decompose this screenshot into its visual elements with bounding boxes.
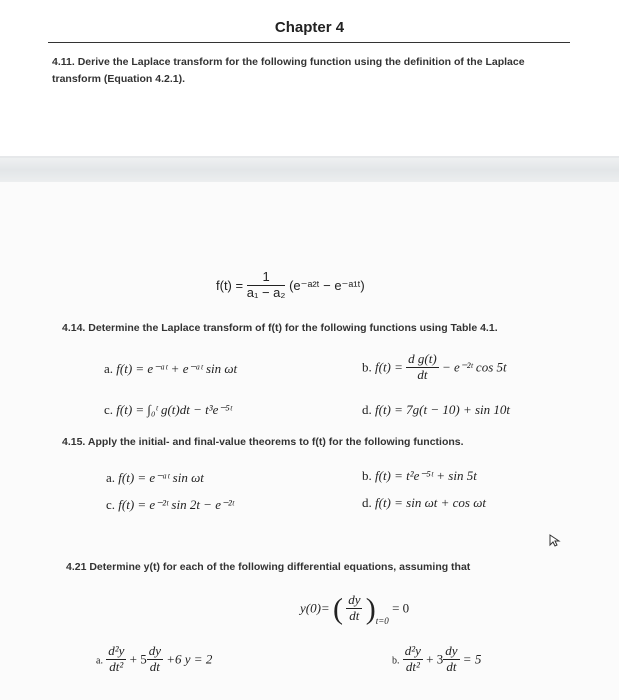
item-rest: = 5 <box>462 651 482 667</box>
item-label: a. <box>106 470 116 485</box>
header-rule <box>48 42 570 43</box>
ic-lhs: y(0)= <box>300 600 330 616</box>
problem-4-14-a <box>104 361 237 377</box>
problem-4-21-a <box>96 645 212 676</box>
item-expression: f(t) = t²e⁻⁵ᵗ + sin 5t <box>375 468 477 483</box>
problem-4-11-equation <box>216 271 365 302</box>
item-fraction <box>406 352 439 383</box>
item-expression: f(t) = sin ωt + cos ωt <box>375 495 487 510</box>
item-numerator-1: d²y <box>108 643 125 658</box>
eq-lhs: f(t) = <box>216 277 244 293</box>
item-label: b. <box>392 655 400 667</box>
ic-denominator: dt <box>349 607 360 623</box>
item-expression: f(t) = ∫₀ᵗ g(t)dt − t³e⁻⁵ᵗ <box>116 402 232 417</box>
item-denominator-2: dt <box>446 658 457 674</box>
item-denominator-2: dt <box>149 658 160 674</box>
item-expression: f(t) = e⁻²ᵗ sin 2t − e⁻²ᵗ <box>118 497 234 512</box>
eq-rhs: (e⁻ᵃ²ᵗ − e⁻ᵃ¹ᵗ) <box>289 277 365 293</box>
problem-4-14-c <box>104 402 232 418</box>
item-label: d. <box>362 402 372 417</box>
item-numerator-2: dy <box>148 643 161 658</box>
item-fraction-1 <box>403 644 423 675</box>
item-denominator-1: dt² <box>109 658 124 674</box>
item-label: a. <box>104 361 114 376</box>
problem-4-15-d <box>362 495 486 511</box>
ic-rhs: = 0 <box>392 600 410 616</box>
item-lhs: f(t) = <box>375 359 403 375</box>
problem-4-14-b <box>362 353 507 384</box>
item-label: d. <box>362 495 372 510</box>
item-denominator: dt <box>417 366 428 382</box>
item-rhs: − e⁻²ᵗ cos 5t <box>441 359 507 375</box>
item-fraction-1 <box>106 644 126 675</box>
item-plus-1: + 5 <box>129 651 147 667</box>
item-numerator-1: d²y <box>404 643 421 658</box>
item-fraction-2 <box>147 644 163 675</box>
item-label: a. <box>96 655 103 667</box>
eq-numerator: 1 <box>247 270 286 286</box>
problem-4-15-text: 4.15. Apply the initial- and final-value theorems to f(t) for the following functions. <box>62 436 464 448</box>
problem-4-11-text-line1: 4.11. Derive the Laplace transform for the following function using the definition of the Laplace <box>52 56 525 68</box>
item-label: c. <box>106 497 116 512</box>
page-separator-band <box>0 158 619 182</box>
chapter-title: Chapter 4 <box>274 19 345 36</box>
ic-condition: t=0 <box>375 616 389 627</box>
item-label: b. <box>362 359 372 375</box>
problem-4-15-b <box>362 468 477 484</box>
item-label: b. <box>362 468 372 483</box>
item-numerator-2: dy <box>445 643 458 658</box>
item-expression: f(t) = e⁻ᵃᵗ sin ωt <box>118 470 204 485</box>
problem-4-15-a <box>106 470 204 486</box>
eq-fraction <box>247 270 286 301</box>
item-fraction-2 <box>443 644 459 675</box>
item-expression: f(t) = 7g(t − 10) + sin 10t <box>375 402 511 417</box>
problem-4-14-text: 4.14. Determine the Laplace transform of f(t) for the following functions using Table 4.1. <box>62 322 498 334</box>
mouse-cursor-icon <box>548 533 562 552</box>
ic-numerator: dy <box>348 592 361 607</box>
ic-close-paren: ) <box>365 592 376 626</box>
problem-4-21-text: 4.21 Determine y(t) for each of the following differential equations, assuming that <box>66 561 471 573</box>
item-expression: f(t) = e⁻ᵃᵗ + e⁻ᵃᵗ sin ωt <box>116 361 238 376</box>
eq-denominator: a₁ − a₂ <box>246 284 286 300</box>
problem-4-15-c <box>106 497 234 513</box>
item-plus-1: + 3 <box>426 651 444 667</box>
item-denominator-1: dt² <box>405 658 420 674</box>
item-rest: +6 y = 2 <box>166 651 213 667</box>
problem-4-14-d <box>362 402 510 418</box>
item-label: c. <box>104 402 114 417</box>
ic-open-paren: ( <box>332 592 343 626</box>
problem-4-11-text-line2: transform (Equation 4.2.1). <box>52 73 186 85</box>
ic-fraction <box>346 593 362 624</box>
item-numerator: d g(t) <box>408 351 437 366</box>
problem-4-21-initial-conditions <box>300 594 409 625</box>
problem-4-21-b <box>392 645 481 676</box>
